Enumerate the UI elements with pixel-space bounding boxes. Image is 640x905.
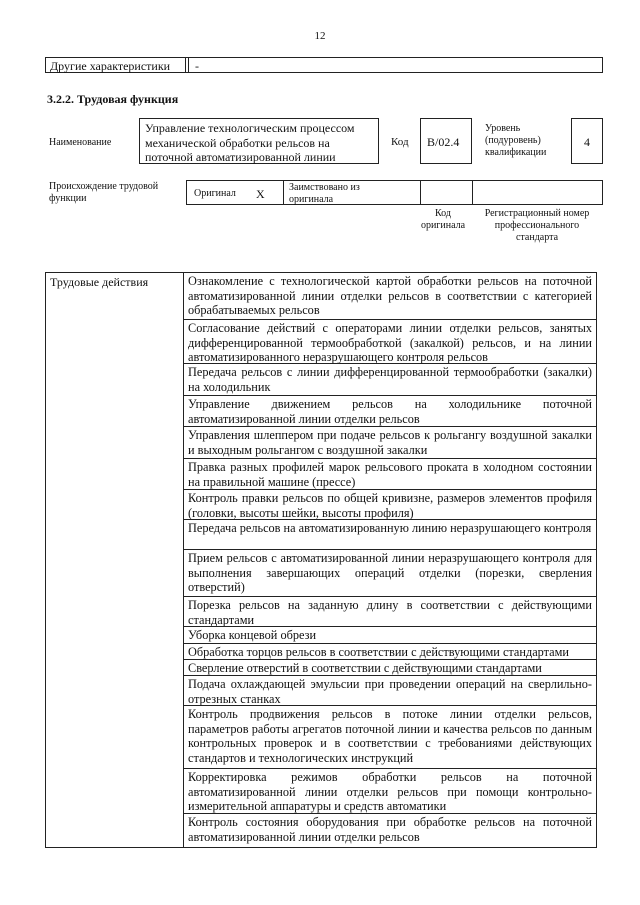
function-name-value: Управление технологическим процессом механической обработки рельсов на поточной автоматизированной линии: [145, 121, 355, 164]
divider: [185, 58, 186, 72]
other-characteristics-table: [45, 57, 603, 73]
original-label: Оригинал: [194, 188, 236, 199]
divider: [283, 181, 284, 204]
action-item: Порезка рельсов на заданную длину в соответствии с действующими стандартами: [183, 597, 596, 627]
action-item: Правка разных профилей марок рельсового проката в холодном состоянии на правильной машине (прессе): [183, 459, 596, 490]
section-title: 3.2.2. Трудовая функция: [47, 92, 179, 106]
action-item: Ознакомление с технологической картой обработки рельсов на поточной автоматизированной линии отделки рельсов в соответствии с категорией обрабатываемых рельсов: [183, 273, 596, 320]
actions-label: Трудовые действия: [50, 275, 149, 289]
origin-label: Происхождение трудовой функции: [49, 181, 159, 204]
action-item: Контроль состояния оборудования при обработке рельсов на поточной автоматизированной линии отделки рельсов: [188, 815, 592, 844]
other-characteristics-value: -: [195, 59, 199, 73]
registration-caption: Регистрационный номер профессионального стандарта: [484, 208, 590, 243]
action-item: Сверление отверстий в соответствии с действующими стандартами: [183, 660, 596, 676]
action-item: Обработка торцов рельсов в соответствии с действующими стандартами: [183, 644, 596, 660]
code-box: [420, 118, 472, 164]
other-characteristics-label: Другие характеристики: [50, 59, 171, 73]
action-item: Передача рельсов на автоматизированную линию неразрушающего контроля: [183, 520, 596, 550]
action-item: Управление движением рельсов на холодильнике поточной автоматизированной линии отделки рельсов: [183, 396, 596, 427]
code-original-caption: Код оригинала: [420, 208, 466, 231]
divider: [420, 181, 421, 204]
code-label: Код: [391, 136, 409, 148]
action-item: Контроль продвижения рельсов в потоке линии отделки рельсов, параметров работы агрегатов поточной линии и качества рельсов по данным контрольных проверок и в соответствии с требованиями действующих стандартов и технологических инструкций: [183, 706, 596, 769]
action-item: Прием рельсов с автоматизированной линии неразрушающего контроля для выполнения завершающих операций отделки (порезки, сверления отверстий): [183, 550, 596, 597]
level-box: [571, 118, 603, 164]
action-item: Подача охлаждающей эмульсии при проведении операций на сверлильно-отрезных станках: [183, 676, 596, 706]
page-number: 12: [314, 30, 326, 42]
divider: [472, 181, 473, 204]
action-item: Согласование действий с операторами линии отделки рельсов, занятых дифференцированной термообработкой (закалкой) рельсов, и на линии автоматизированного неразрушающего контроля рельсов: [183, 320, 596, 364]
divider: [188, 58, 189, 72]
name-label: Наименование: [49, 137, 112, 148]
function-name-box: [139, 118, 379, 164]
original-mark: X: [256, 187, 265, 201]
level-label: Уровень (подуровень) квалификации: [485, 123, 547, 158]
action-item: Корректировка режимов обработки рельсов на поточной автоматизированной линии отделки рельсов при помощи контрольно-измерительной аппаратуры и средств автоматики: [183, 769, 596, 814]
borrowed-label: Заимствовано из оригинала: [289, 182, 360, 205]
action-item: Уборка концевой обрези: [183, 627, 596, 644]
action-item: Контроль правки рельсов по общей кривизне, размеров элементов профиля (головки, высоты шейки, высоты профиля): [183, 490, 596, 520]
origin-table: [186, 180, 603, 205]
action-item: Управления шлеппером при подаче рельсов к рольгангу воздушной закалки и выходным рольгангом с воздушной закалки: [183, 427, 596, 459]
level-value: 4: [584, 135, 590, 149]
action-item: Передача рельсов с линии дифференцированной термообработки (закалки) на холодильник: [183, 364, 596, 396]
code-value: B/02.4: [427, 135, 460, 149]
